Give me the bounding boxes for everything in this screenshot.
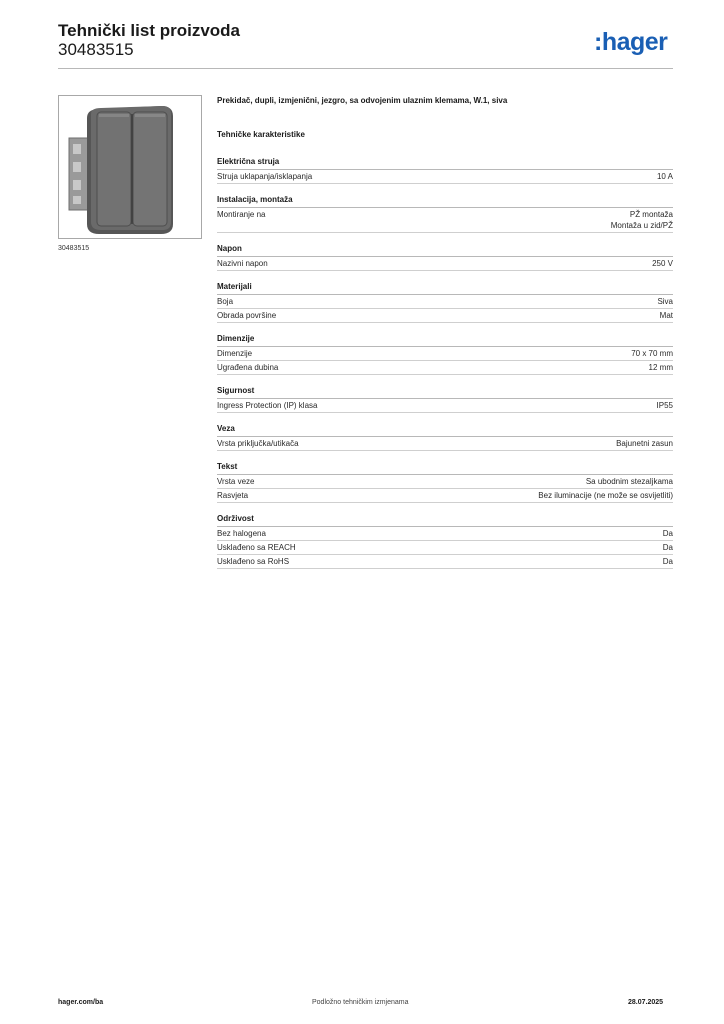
image-caption: 30483515 <box>58 245 90 252</box>
spec-row <box>217 295 673 309</box>
spec-value <box>657 400 673 411</box>
spec-value-line: Mat <box>659 311 673 320</box>
specification-table <box>217 156 673 579</box>
spec-row <box>217 257 673 271</box>
spec-value-line: 12 mm <box>648 363 673 372</box>
spec-group <box>217 513 673 569</box>
spec-label: Bez halogena <box>217 529 266 538</box>
spec-value-line: 10 A <box>656 172 673 181</box>
footer-notice: Podložno tehničkim izmjenama <box>312 999 409 1006</box>
spec-row <box>217 555 673 569</box>
product-code: 30483515 <box>58 40 134 59</box>
spec-value <box>660 310 673 321</box>
spec-group-title: Dimenzije <box>217 333 673 347</box>
spec-value-line: IP55 <box>656 401 673 410</box>
spec-value <box>657 171 673 182</box>
spec-label: Montiranje na <box>217 210 266 219</box>
footer-date: 28.07.2025 <box>628 999 664 1006</box>
product-description: Prekidač, dupli, izmjenični, jezgro, sa odvojenim ulaznim klemama, W.1, siva <box>217 96 508 105</box>
spec-value <box>616 438 673 449</box>
spec-value-line: Bajunetni zasun <box>616 439 673 448</box>
spec-value-line: 70 x 70 mm <box>631 349 673 358</box>
spec-group <box>217 461 673 503</box>
spec-label: Vrsta priključka/utikača <box>217 439 299 448</box>
spec-label: Dimenzije <box>217 349 253 358</box>
spec-value-line: Da <box>662 543 673 552</box>
spec-value-line: Montaža u zid/PŽ <box>610 221 673 230</box>
spec-row <box>217 361 673 375</box>
spec-label: Vrsta veze <box>217 477 255 486</box>
footer-website[interactable]: hager.com/ba <box>58 999 104 1006</box>
spec-value-line: Da <box>662 529 673 538</box>
spec-value <box>663 528 673 539</box>
spec-value <box>663 556 673 567</box>
spec-value <box>657 296 673 307</box>
spec-value-line: Sa ubodnim stezaljkama <box>585 477 673 486</box>
header-divider <box>58 68 673 69</box>
spec-group <box>217 194 673 233</box>
spec-label: Ingress Protection (IP) klasa <box>217 401 318 410</box>
spec-value <box>611 209 673 231</box>
spec-row <box>217 541 673 555</box>
spec-value <box>663 542 673 553</box>
spec-row <box>217 399 673 413</box>
spec-row <box>217 489 673 503</box>
spec-group <box>217 385 673 413</box>
section-title: Tehničke karakteristike <box>217 130 305 139</box>
spec-value-line: Siva <box>657 297 673 306</box>
product-image <box>58 95 202 239</box>
spec-label: Struja uklapanja/isklapanja <box>217 172 313 181</box>
spec-value-line: Da <box>662 557 673 566</box>
spec-label: Usklađeno sa RoHS <box>217 557 290 566</box>
page-title: Tehnički list proizvoda <box>58 21 240 40</box>
spec-value <box>652 258 673 269</box>
spec-group <box>217 243 673 271</box>
hager-logo: :hager <box>594 28 668 56</box>
double-switch-icon <box>59 96 201 238</box>
spec-group-title: Instalacija, montaža <box>217 194 673 208</box>
spec-row <box>217 170 673 184</box>
spec-group-title: Održivost <box>217 513 673 527</box>
spec-group-title: Napon <box>217 243 673 257</box>
spec-value <box>631 348 673 359</box>
spec-value <box>538 490 673 501</box>
spec-group <box>217 333 673 375</box>
spec-group-title: Tekst <box>217 461 673 475</box>
spec-label: Boja <box>217 297 234 306</box>
spec-group <box>217 281 673 323</box>
spec-group <box>217 156 673 184</box>
spec-value-line: Bez iluminacije (ne može se osvijetliti) <box>538 491 673 500</box>
spec-value <box>649 362 673 373</box>
spec-row <box>217 437 673 451</box>
spec-group-title: Sigurnost <box>217 385 673 399</box>
spec-row <box>217 347 673 361</box>
spec-group-title: Veza <box>217 423 673 437</box>
spec-label: Rasvjeta <box>217 491 249 500</box>
spec-value-line: PŽ montaža <box>629 210 673 219</box>
spec-label: Ugrađena dubina <box>217 363 279 372</box>
spec-label: Nazivni napon <box>217 259 268 268</box>
spec-row <box>217 527 673 541</box>
spec-row <box>217 309 673 323</box>
spec-row <box>217 208 673 233</box>
spec-group-title: Materijali <box>217 281 673 295</box>
spec-row <box>217 475 673 489</box>
spec-value-line: 250 V <box>652 259 673 268</box>
spec-group-title: Električna struja <box>217 156 673 170</box>
spec-label: Obrada površine <box>217 311 277 320</box>
spec-label: Usklađeno sa REACH <box>217 543 296 552</box>
spec-value <box>586 476 673 487</box>
spec-group <box>217 423 673 451</box>
